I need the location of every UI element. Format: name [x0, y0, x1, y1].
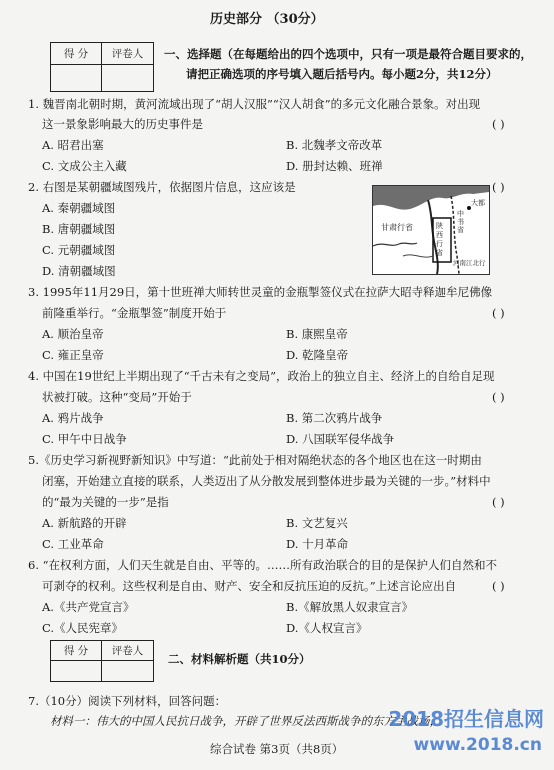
watermark-url: www.2018.cn: [413, 735, 542, 755]
q7-material-1: 材料一：伟大的中国人民抗日战争，开辟了世界反法西斯战争的东方主战场，: [50, 714, 441, 728]
grader-cell[interactable]: [102, 661, 154, 682]
q1-option-d: D. 册封达赖、班禅: [286, 159, 383, 173]
q6-stem-2: 可剥夺的权利。这些权利是自由、财产、安全和反抗压迫的反抗。”上述言论应出自: [42, 579, 457, 593]
map-label-dadu: 大都: [471, 199, 485, 207]
score-label: 得 分: [51, 43, 102, 65]
q1-option-a: A. 昭君出塞: [42, 138, 104, 152]
grader-cell[interactable]: [102, 65, 154, 92]
q5-option-c: C. 工业革命: [42, 537, 104, 551]
q3-option-d: D. 乾隆皇帝: [286, 348, 349, 362]
q3-option-b: B. 康熙皇帝: [286, 327, 348, 341]
map-label-zhongshu: 中书省: [457, 210, 464, 234]
q3-option-c: C. 雍正皇帝: [42, 348, 104, 362]
page-footer: 综合试卷 第3页（共8页）: [210, 742, 344, 756]
section2-heading: 二、材料解析题（共10分）: [168, 652, 311, 666]
q4-option-b: B. 第二次鸦片战争: [286, 411, 383, 425]
score-table-2: [50, 640, 154, 682]
grader-label: 评卷人: [102, 641, 154, 661]
q4-option-c: C. 甲午中日战争: [42, 432, 127, 446]
score-cell[interactable]: [51, 661, 102, 682]
q6-answer-paren[interactable]: ( ): [492, 579, 505, 593]
q1-stem-2: 这一景象影响最大的历史事件是: [42, 117, 203, 131]
q4-stem-2: 状被打破。这种“变局”开始于: [42, 390, 192, 404]
q2-option-d: D. 清朝疆域图: [42, 264, 116, 278]
map-label-henan: 河南江北行: [453, 259, 486, 267]
q2-option-c: C. 元朝疆域图: [42, 243, 116, 257]
q5-stem-2: 闭塞，开始建立直接的联系，人类迈出了从分散发展到整体进步最为关键的一步。”材料中: [42, 474, 491, 488]
q2-answer-paren[interactable]: ( ): [492, 180, 505, 194]
q6-option-b: B.《解放黑人奴隶宣言》: [286, 600, 414, 614]
q2-option-a: A. 秦朝疆域图: [42, 201, 116, 215]
q4-stem-1: 4. 中国在19世纪上半期出现了“千古未有之变局”，政治上的独立自主、经济上的自给自足现: [28, 369, 495, 383]
territory-map-figure: [372, 185, 490, 275]
score-table: [50, 42, 154, 92]
section1-heading-1: 一、选择题（在每题给出的四个选项中，只有一项是最符合题目要求的，: [164, 47, 532, 61]
q5-stem-3: 的“最为关键的一步”是指: [42, 495, 169, 509]
q1-option-c: C. 文成公主入藏: [42, 159, 127, 173]
watermark-title: 2018招生信息网: [388, 707, 544, 731]
q1-stem-1: 1. 魏晋南北朝时期，黄河流域出现了“胡人汉服”“汉人胡食”的多元文化融合景象。对出现: [28, 97, 481, 111]
q1-answer-paren[interactable]: ( ): [492, 117, 505, 131]
q2-option-b: B. 唐朝疆域图: [42, 222, 116, 236]
q5-option-d: D. 十月革命: [286, 537, 349, 551]
q3-answer-paren[interactable]: ( ): [492, 306, 505, 320]
q5-option-a: A. 新航路的开辟: [42, 516, 127, 530]
q3-option-a: A. 顺治皇帝: [42, 327, 104, 341]
page-title: 历史部分 （30分）: [210, 12, 324, 27]
q6-option-a: A.《共产党宣言》: [42, 600, 135, 614]
q6-stem-1: 6. “在权利方面，人们天生就是自由、平等的。……所有政治联合的目的是保护人们自然和不: [28, 558, 498, 572]
section1-heading-2: 请把正确选项的序号填入题后括号内。每小题2分，共12分）: [186, 67, 498, 81]
q4-option-a: A. 鸦片战争: [42, 411, 104, 425]
q7-stem: 7.（10分）阅读下列材料，回答问题：: [28, 694, 227, 708]
map-label-shaanxi: 陕西行省: [436, 222, 443, 257]
q2-stem: 2. 右图是某朝疆域图残片，依据图片信息，这应该是: [28, 180, 296, 194]
q5-answer-paren[interactable]: ( ): [492, 495, 505, 509]
q6-option-c: C.《人民宪章》: [42, 621, 124, 635]
q5-option-b: B. 文艺复兴: [286, 516, 348, 530]
q3-stem-1: 3. 1995年11月29日，第十世班禅大师转世灵童的金瓶掣签仪式在拉萨大昭寺释迦牟尼佛像: [28, 285, 493, 299]
map-label-gansu: 甘肃行省: [381, 223, 413, 232]
q4-option-d: D. 八国联军侵华战争: [286, 432, 395, 446]
score-cell[interactable]: [51, 65, 102, 92]
score-label: 得 分: [51, 641, 102, 661]
q6-option-d: D.《人权宣言》: [286, 621, 368, 635]
q1-option-b: B. 北魏孝文帝改革: [286, 138, 383, 152]
q4-answer-paren[interactable]: ( ): [492, 390, 505, 404]
q3-stem-2: 前隆重举行。“金瓶掣签”制度开始于: [42, 306, 227, 320]
q5-stem-1: 5.《历史学习新视野新知识》中写道：“此前处于相对隔绝状态的各个地区也在这一时期由: [28, 453, 482, 467]
grader-label: 评卷人: [102, 43, 154, 65]
